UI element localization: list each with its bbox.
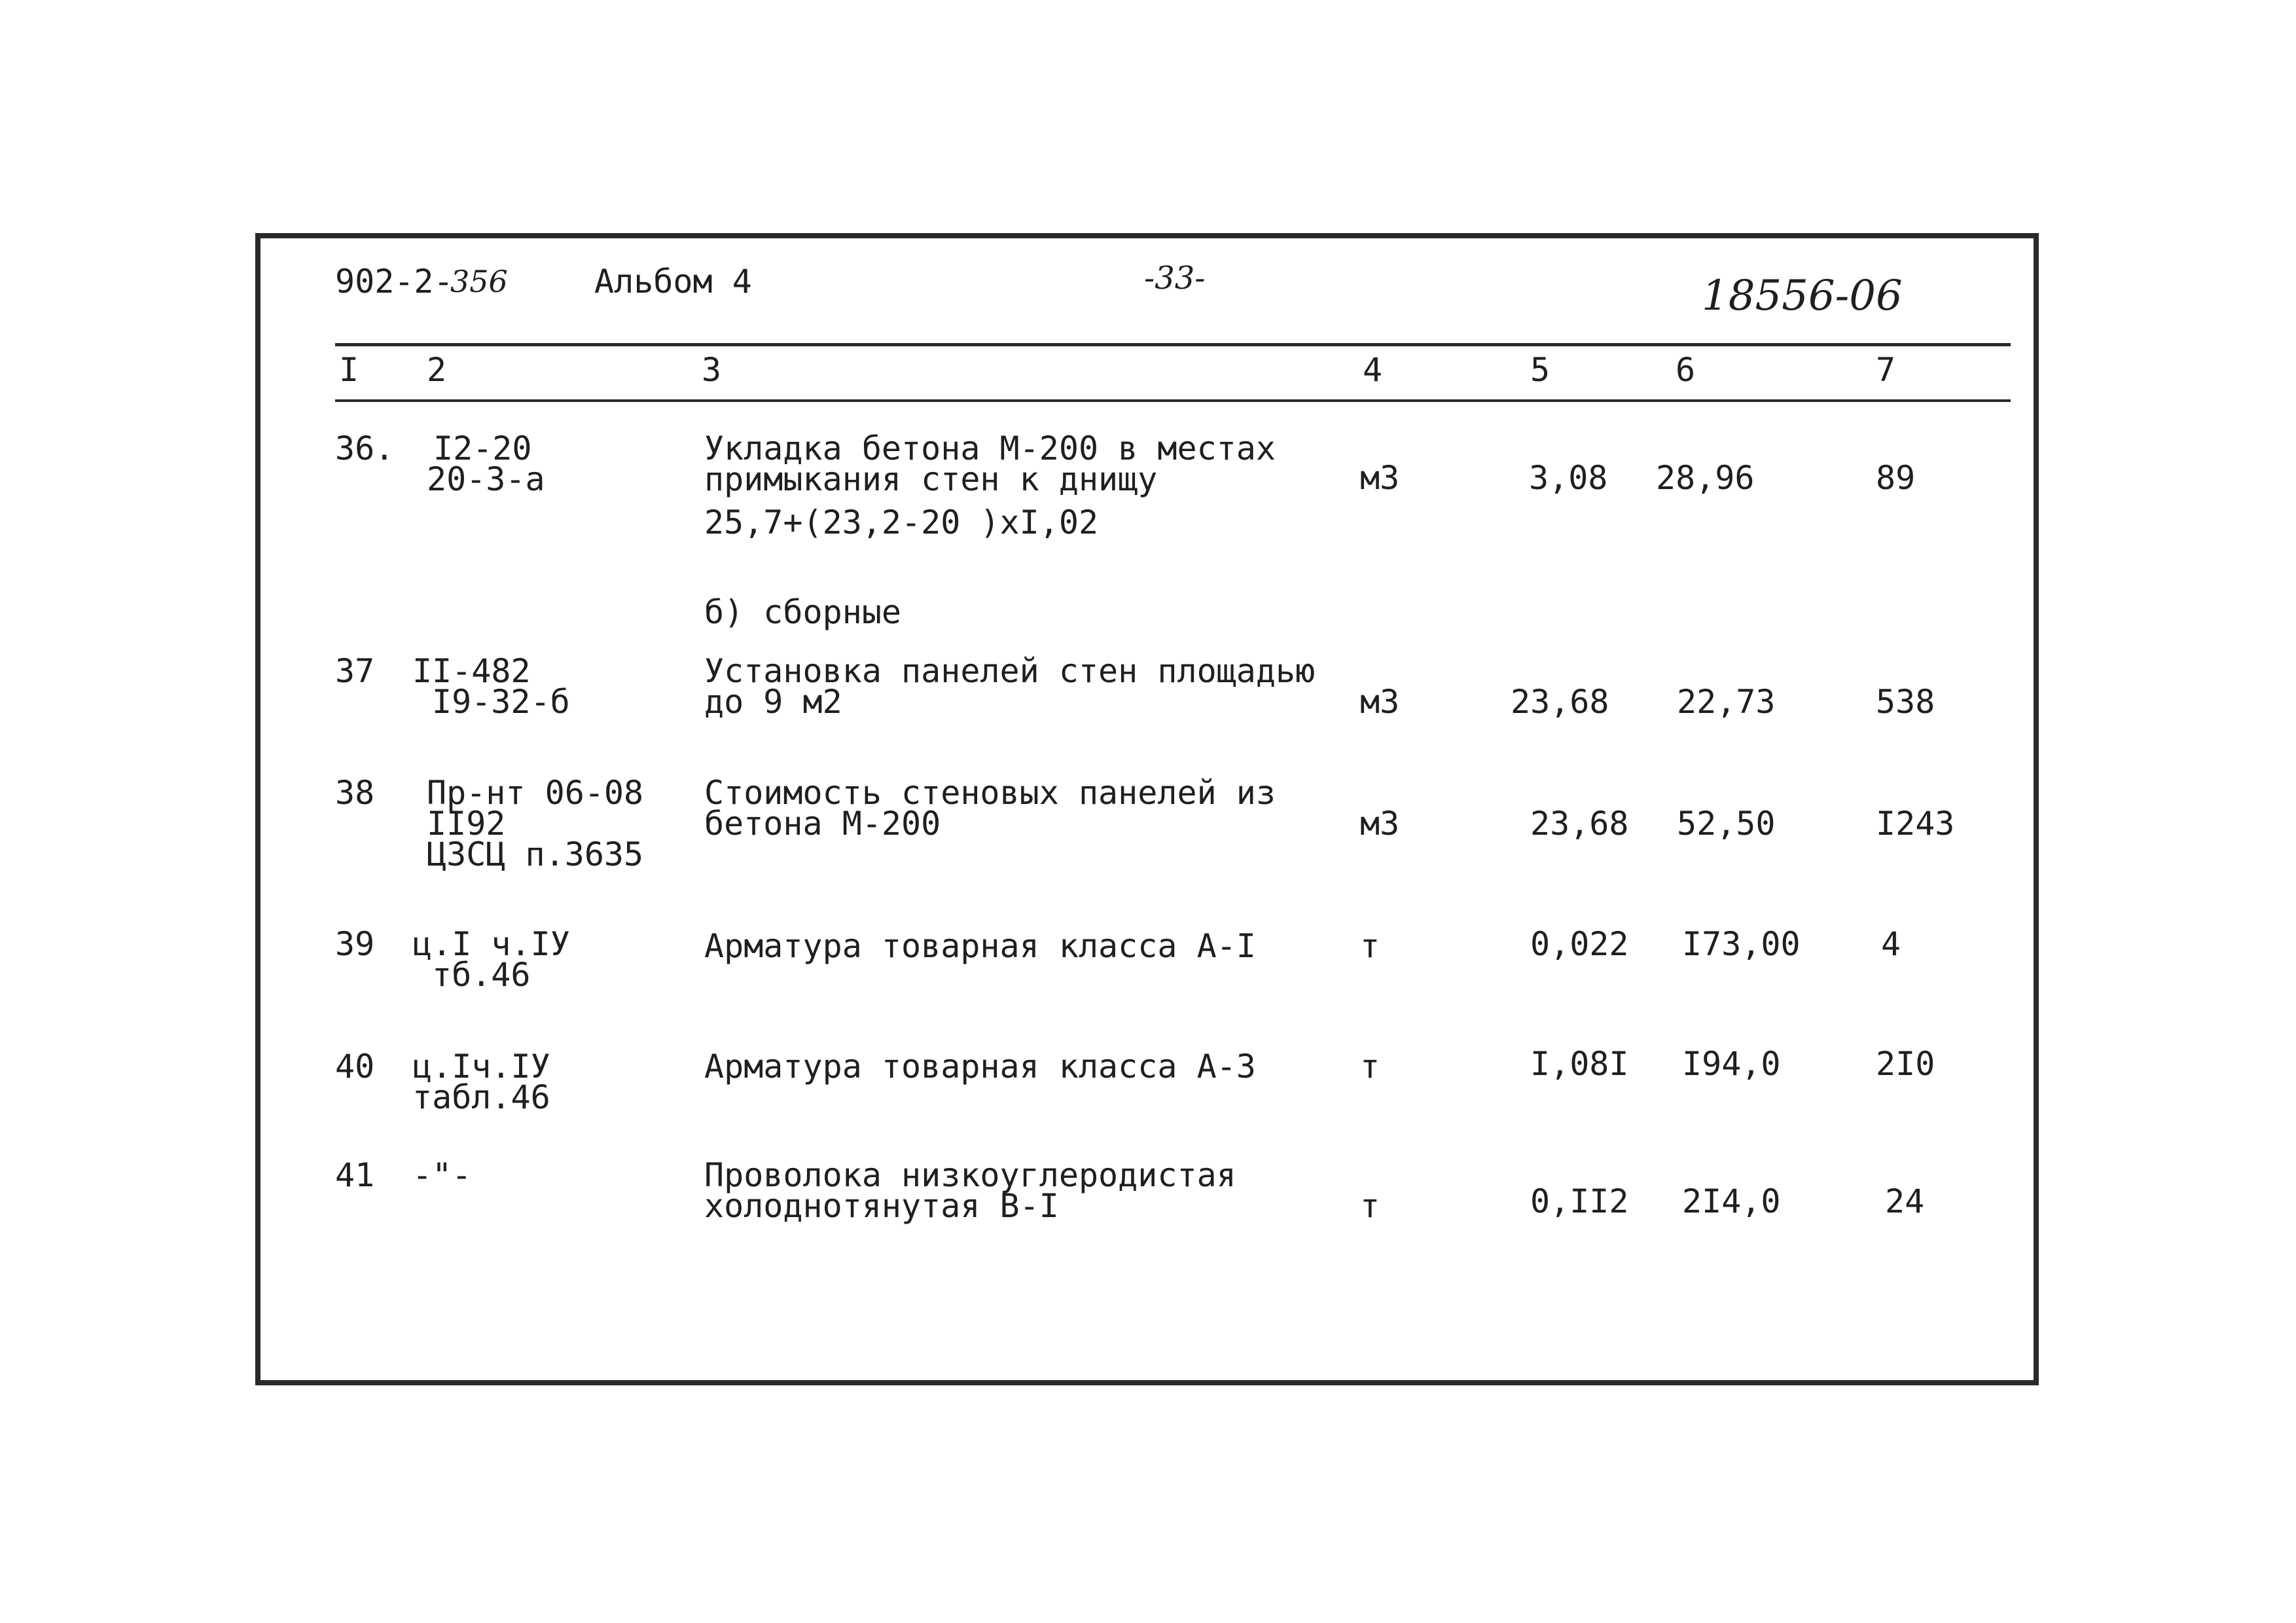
row-39-unit: т xyxy=(1360,927,1380,965)
row-37-num: 37 xyxy=(335,652,375,690)
archive-number: 18556-06 xyxy=(1702,272,1903,320)
row-38-total: I243 xyxy=(1876,805,1955,843)
row-40-code-1: ц.Iч.IУ xyxy=(412,1048,550,1085)
col-header-1: I xyxy=(339,351,359,389)
row-38-price: 52,50 xyxy=(1677,805,1776,843)
section-note: б) сборные xyxy=(704,593,902,631)
row-41-qty: 0,II2 xyxy=(1530,1182,1629,1220)
row-38-code-2: II92 xyxy=(427,805,506,843)
doc-code-prefix: 902-2- xyxy=(335,263,454,301)
row-36-desc-1: Укладка бетона М-200 в местах xyxy=(704,429,1276,467)
row-39-desc-1: Арматура товарная класса А-I xyxy=(704,927,1256,965)
row-41-desc-2: холоднотянутая В-I xyxy=(704,1187,1059,1225)
row-36-price: 28,96 xyxy=(1656,459,1755,497)
row-37-unit: м3 xyxy=(1360,683,1400,721)
row-37-qty: 23,68 xyxy=(1511,683,1609,721)
row-36-total: 89 xyxy=(1876,459,1916,497)
row-39-total: 4 xyxy=(1881,925,1901,963)
row-36-formula: 25,7+(23,2-20 )хI,02 xyxy=(704,503,1099,541)
row-40-num: 40 xyxy=(335,1048,375,1085)
row-41-num: 41 xyxy=(335,1156,375,1194)
row-39-num: 39 xyxy=(335,925,375,963)
row-36-qty: 3,08 xyxy=(1529,459,1608,497)
row-40-code-2: табл.46 xyxy=(412,1078,550,1116)
row-41-unit: т xyxy=(1360,1187,1380,1225)
row-36-code-1: I2-20 xyxy=(433,429,532,467)
row-41-total: 24 xyxy=(1885,1182,1925,1220)
col-header-4: 4 xyxy=(1363,351,1383,389)
row-37-desc-2: до 9 м2 xyxy=(704,683,842,721)
row-40-unit: т xyxy=(1360,1048,1380,1085)
col-header-5: 5 xyxy=(1530,351,1551,389)
row-40-desc-1: Арматура товарная класса А-3 xyxy=(704,1048,1256,1085)
row-41-desc-1: Проволока низкоуглеродистая xyxy=(704,1156,1236,1194)
row-36-code-2: 20-3-а xyxy=(427,460,545,498)
col-header-6: 6 xyxy=(1676,351,1696,389)
header-top-rule xyxy=(335,343,2011,346)
row-40-qty: I,08I xyxy=(1530,1045,1629,1083)
row-40-price: I94,0 xyxy=(1682,1045,1781,1083)
page-number: -33- xyxy=(1144,260,1206,297)
col-header-7: 7 xyxy=(1876,351,1896,389)
row-41-price: 2I4,0 xyxy=(1682,1182,1781,1220)
album-label: Альбом 4 xyxy=(594,263,752,301)
row-37-desc-1: Установка панелей стен площадью xyxy=(704,652,1316,690)
col-header-3: 3 xyxy=(702,351,722,389)
row-36-unit: м3 xyxy=(1360,459,1400,497)
header-bottom-rule xyxy=(335,399,2011,402)
row-39-qty: 0,022 xyxy=(1530,925,1629,963)
row-38-desc-1: Стоимость стеновых панелей из xyxy=(704,774,1276,812)
row-37-code-1: II-482 xyxy=(412,652,531,690)
row-37-total: 538 xyxy=(1876,683,1935,721)
row-39-code-2: тб.46 xyxy=(432,956,531,994)
row-38-desc-2: бетона М-200 xyxy=(704,805,941,843)
row-39-price: I73,00 xyxy=(1682,925,1801,963)
doc-code-suffix: 356 xyxy=(450,264,508,299)
row-37-code-2: I9-32-б xyxy=(432,683,570,721)
row-36-num: 36. xyxy=(335,429,395,467)
row-36-desc-2: примыкания стен к днищу xyxy=(704,460,1158,498)
row-38-code-1: Пр-нт 06-08 xyxy=(427,774,644,812)
row-39-code-1: ц.I ч.IУ xyxy=(412,925,570,963)
col-header-2: 2 xyxy=(427,351,447,389)
row-38-unit: м3 xyxy=(1360,805,1400,843)
row-38-num: 38 xyxy=(335,774,375,812)
row-41-code-1: -"- xyxy=(412,1156,472,1194)
row-38-code-3: ЦЗСЦ п.3635 xyxy=(427,835,644,873)
row-37-price: 22,73 xyxy=(1677,683,1776,721)
row-38-qty: 23,68 xyxy=(1530,805,1629,843)
row-40-total: 2I0 xyxy=(1876,1045,1935,1083)
